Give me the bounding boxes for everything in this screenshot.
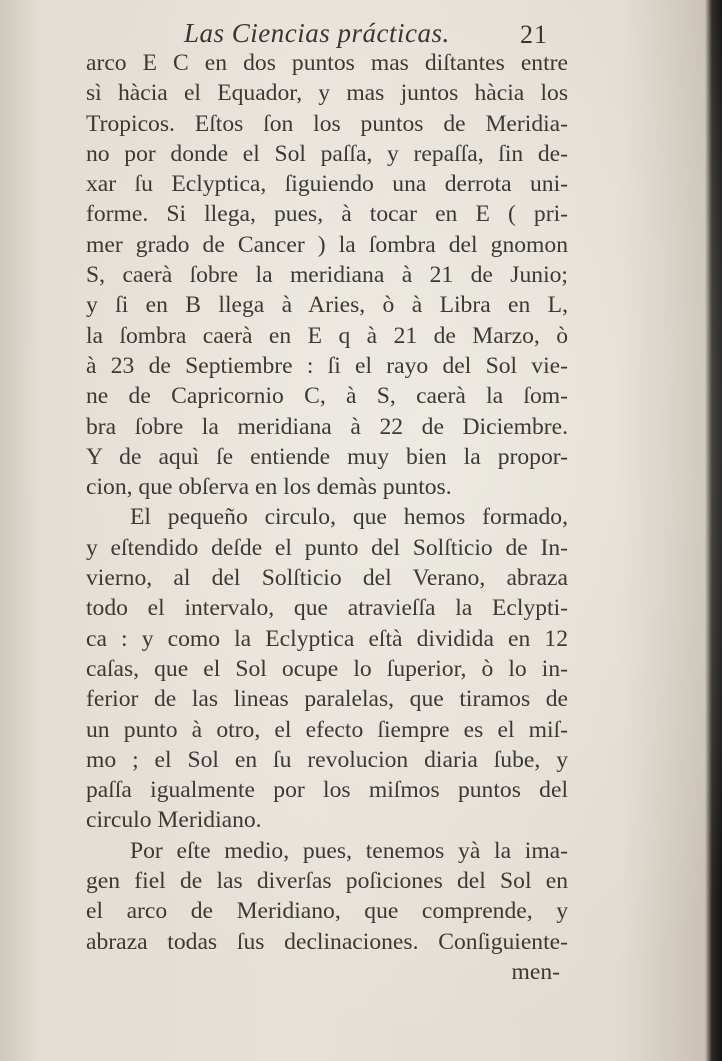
paragraph-start-line: Por eſte medio, pues, tenemos yà la ima- [130,837,568,864]
text-line: vierno, al del Solſticio del Verano, abraza [86,565,568,592]
running-title: Las Ciencias prácticas. [184,18,450,48]
text-line: forme. Si llega, pues, à tocar en E ( pri- [86,201,568,228]
text-line: caſas, que el Sol ocupe lo ſuperior, ò lo in- [86,655,568,682]
text-line: ne de Capricornio C, à S, caerà la ſom- [86,383,568,410]
text-line: un punto à otro, el efecto ſiempre es el miſ- [86,716,568,743]
text-line: mer grado de Cancer ) la ſombra del gnomon [86,231,568,258]
text-line: à 23 de Septiembre : ſi el rayo del Sol vie- [86,352,568,379]
text-line: Y de aquì ſe entiende muy bien la propor- [86,443,568,470]
text-line: Tropicos. Eſtos ſon los puntos de Meridia- [86,110,568,137]
paragraph-end-line: circulo Meridiano. [86,807,262,834]
running-head [0,12,722,50]
body-text [86,48,568,987]
page-number: 21 [520,20,548,49]
text-line: la ſombra caerà en E q à 21 de Marzo, ò [86,322,568,349]
text-line: xar ſu Eclyptica, ſiguiendo una derrota uni- [86,171,568,198]
text-line: bra ſobre la meridiana à 22 de Diciembre. [86,413,568,440]
text-line: abraza todas ſus declinaciones. Conſiguiente- [86,928,568,955]
catchword: men- [511,958,560,985]
text-line: no por donde el Sol paſſa, y repaſſa, ſin de- [86,140,568,167]
text-line: mo ; el Sol en ſu revolucion diaria ſube, y [86,746,568,773]
text-line: ferior de las lineas paralelas, que tiramos de [86,686,568,713]
text-line: el arco de Meridiano, que comprende, y [86,898,568,925]
text-line: y ſi en B llega à Aries, ò à Libra en L, [86,292,568,319]
text-line: y eſtendido deſde el punto del Solſticio de In- [86,534,568,561]
text-line: ca : y como la Eclyptica eſtà dividida en 12 [86,625,568,652]
text-line: gen fiel de las diverſas poſiciones del Sol en [86,868,568,895]
text-line: sì hàcia el Equador, y mas juntos hàcia los [86,80,568,107]
paragraph-end-line: cion, que obſerva en los demàs puntos. [86,474,452,501]
text-line: paſſa igualmente por los miſmos puntos del [86,777,568,804]
text-line: arco E C en dos puntos mas diſtantes entre [86,50,568,76]
text-line: todo el intervalo, que atravieſſa la Eclypti- [86,595,568,622]
paragraph-start-line: El pequeño circulo, que hemos formado, [130,504,568,531]
text-line: S, caerà ſobre la meridiana à 21 de Junio; [86,262,568,289]
